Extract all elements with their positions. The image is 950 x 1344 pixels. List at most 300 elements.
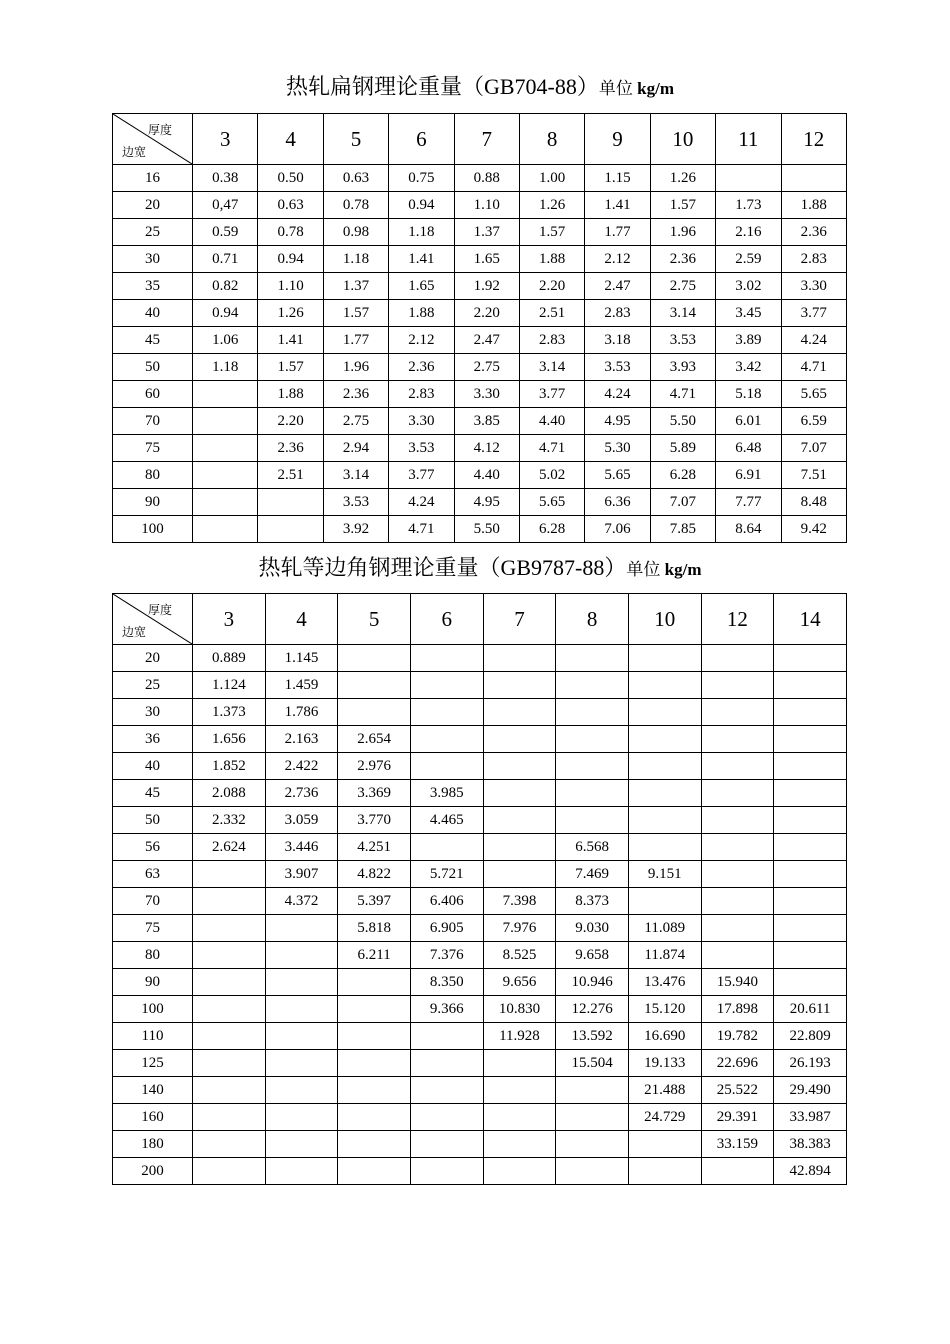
weight-cell <box>483 699 556 726</box>
weight-cell <box>193 942 266 969</box>
table-row <box>113 192 847 219</box>
weight-cell: 5.397 <box>338 888 411 915</box>
weight-cell <box>556 780 629 807</box>
weight-cell: 2.75 <box>650 273 715 300</box>
weight-cell: 25.522 <box>701 1077 774 1104</box>
weight-cell: 3.14 <box>323 462 388 489</box>
weight-cell <box>483 1050 556 1077</box>
weight-cell: 0.94 <box>258 246 323 273</box>
weight-cell <box>483 1131 556 1158</box>
weight-cell: 4.71 <box>781 354 846 381</box>
weight-cell <box>701 699 774 726</box>
weight-cell: 2.624 <box>193 834 266 861</box>
thickness-header: 10 <box>628 594 701 645</box>
table-row <box>113 1077 847 1104</box>
weight-cell: 7.469 <box>556 861 629 888</box>
weight-cell: 0.71 <box>193 246 258 273</box>
weight-cell: 0.82 <box>193 273 258 300</box>
weight-cell: 9.658 <box>556 942 629 969</box>
weight-cell: 5.30 <box>585 435 650 462</box>
weight-cell: 4.95 <box>585 408 650 435</box>
width-cell: 110 <box>113 1023 193 1050</box>
thickness-header: 4 <box>265 594 338 645</box>
thickness-header: 12 <box>781 114 846 165</box>
weight-cell: 0.889 <box>193 645 266 672</box>
width-cell: 35 <box>113 273 193 300</box>
weight-cell: 1.06 <box>193 327 258 354</box>
weight-cell: 3.14 <box>650 300 715 327</box>
weight-cell: 2.736 <box>265 780 338 807</box>
table-row <box>113 861 847 888</box>
weight-cell: 0,47 <box>193 192 258 219</box>
weight-cell: 1.88 <box>389 300 454 327</box>
weight-cell: 7.398 <box>483 888 556 915</box>
weight-cell <box>483 645 556 672</box>
weight-cell <box>483 807 556 834</box>
weight-cell: 4.822 <box>338 861 411 888</box>
weight-cell: 9.366 <box>410 996 483 1023</box>
weight-cell: 1.88 <box>258 381 323 408</box>
weight-cell: 33.987 <box>774 1104 847 1131</box>
weight-cell: 3.89 <box>716 327 781 354</box>
weight-cell: 6.48 <box>716 435 781 462</box>
weight-cell: 7.07 <box>781 435 846 462</box>
weight-cell <box>774 969 847 996</box>
thickness-header: 10 <box>650 114 715 165</box>
weight-cell <box>716 165 781 192</box>
weight-cell <box>774 699 847 726</box>
weight-cell: 1.124 <box>193 672 266 699</box>
weight-cell: 4.40 <box>454 462 519 489</box>
weight-cell: 4.24 <box>389 489 454 516</box>
table-row <box>113 1050 847 1077</box>
weight-cell: 3.985 <box>410 780 483 807</box>
weight-cell: 2.59 <box>716 246 781 273</box>
weight-cell: 2.83 <box>585 300 650 327</box>
width-cell: 40 <box>113 300 193 327</box>
corner-header <box>113 594 193 645</box>
weight-cell <box>258 516 323 543</box>
weight-cell <box>556 1158 629 1185</box>
table-row <box>113 516 847 543</box>
weight-cell <box>338 1131 411 1158</box>
weight-cell: 4.40 <box>519 408 584 435</box>
weight-cell: 2.332 <box>193 807 266 834</box>
weight-cell: 3.369 <box>338 780 411 807</box>
weight-cell: 2.51 <box>519 300 584 327</box>
table-row <box>113 354 847 381</box>
weight-cell <box>701 753 774 780</box>
weight-cell <box>193 861 266 888</box>
weight-cell: 1.77 <box>323 327 388 354</box>
weight-cell: 4.465 <box>410 807 483 834</box>
weight-cell: 5.818 <box>338 915 411 942</box>
weight-cell <box>774 753 847 780</box>
width-cell: 63 <box>113 861 193 888</box>
weight-cell: 1.373 <box>193 699 266 726</box>
table-row <box>113 996 847 1023</box>
weight-cell: 2.654 <box>338 726 411 753</box>
weight-cell: 2.36 <box>258 435 323 462</box>
weight-cell: 20.611 <box>774 996 847 1023</box>
table-row <box>113 915 847 942</box>
weight-cell: 5.02 <box>519 462 584 489</box>
weight-cell: 7.976 <box>483 915 556 942</box>
weight-cell <box>701 834 774 861</box>
weight-cell: 7.85 <box>650 516 715 543</box>
weight-cell: 4.71 <box>389 516 454 543</box>
table-row <box>113 807 847 834</box>
weight-cell <box>338 1023 411 1050</box>
weight-cell: 4.24 <box>585 381 650 408</box>
weight-cell: 2.94 <box>323 435 388 462</box>
weight-cell <box>628 699 701 726</box>
width-cell: 125 <box>113 1050 193 1077</box>
weight-cell: 22.696 <box>701 1050 774 1077</box>
weight-cell: 7.77 <box>716 489 781 516</box>
weight-cell <box>556 807 629 834</box>
weight-cell <box>338 1050 411 1077</box>
angle-steel-title <box>0 551 950 582</box>
width-cell: 200 <box>113 1158 193 1185</box>
weight-cell <box>483 753 556 780</box>
weight-cell <box>556 645 629 672</box>
weight-cell <box>556 699 629 726</box>
weight-cell: 15.940 <box>701 969 774 996</box>
thickness-header: 5 <box>323 114 388 165</box>
weight-cell: 7.376 <box>410 942 483 969</box>
weight-cell <box>193 1131 266 1158</box>
width-cell: 40 <box>113 753 193 780</box>
weight-cell <box>338 672 411 699</box>
table-row <box>113 753 847 780</box>
weight-cell <box>628 1131 701 1158</box>
width-cell: 56 <box>113 834 193 861</box>
weight-cell: 2.20 <box>519 273 584 300</box>
weight-cell: 0.63 <box>323 165 388 192</box>
weight-cell: 3.14 <box>519 354 584 381</box>
weight-cell: 12.276 <box>556 996 629 1023</box>
weight-cell: 1.73 <box>716 192 781 219</box>
weight-cell: 1.15 <box>585 165 650 192</box>
weight-cell: 1.18 <box>193 354 258 381</box>
table-row <box>113 246 847 273</box>
weight-cell <box>483 780 556 807</box>
weight-cell: 6.01 <box>716 408 781 435</box>
width-cell: 50 <box>113 807 193 834</box>
width-cell: 16 <box>113 165 193 192</box>
weight-cell <box>701 672 774 699</box>
weight-cell: 11.089 <box>628 915 701 942</box>
weight-cell: 19.782 <box>701 1023 774 1050</box>
weight-cell <box>774 726 847 753</box>
thickness-header: 7 <box>483 594 556 645</box>
weight-cell: 6.36 <box>585 489 650 516</box>
weight-cell <box>774 780 847 807</box>
weight-cell: 1.786 <box>265 699 338 726</box>
width-cell: 180 <box>113 1131 193 1158</box>
weight-cell: 0.78 <box>323 192 388 219</box>
weight-cell <box>410 1023 483 1050</box>
weight-cell <box>338 1158 411 1185</box>
weight-cell: 2.36 <box>781 219 846 246</box>
weight-cell: 0.63 <box>258 192 323 219</box>
weight-cell: 5.721 <box>410 861 483 888</box>
weight-cell <box>265 1077 338 1104</box>
weight-cell: 0.94 <box>389 192 454 219</box>
weight-cell: 6.211 <box>338 942 411 969</box>
weight-cell <box>774 915 847 942</box>
weight-cell: 2.163 <box>265 726 338 753</box>
weight-cell <box>193 435 258 462</box>
weight-cell: 8.350 <box>410 969 483 996</box>
weight-cell <box>193 996 266 1023</box>
weight-cell: 1.18 <box>389 219 454 246</box>
weight-cell: 1.852 <box>193 753 266 780</box>
table-row <box>113 672 847 699</box>
weight-cell: 2.36 <box>323 381 388 408</box>
flat-steel-title-text: 热轧扁钢理论重量（GB704-88） <box>286 74 599 99</box>
thickness-header: 12 <box>701 594 774 645</box>
weight-cell <box>193 408 258 435</box>
weight-cell: 11.928 <box>483 1023 556 1050</box>
weight-cell <box>628 1158 701 1185</box>
weight-cell: 16.690 <box>628 1023 701 1050</box>
weight-cell: 15.120 <box>628 996 701 1023</box>
weight-cell: 6.568 <box>556 834 629 861</box>
weight-cell: 2.12 <box>389 327 454 354</box>
table-row <box>113 888 847 915</box>
weight-cell <box>193 1077 266 1104</box>
weight-cell: 6.59 <box>781 408 846 435</box>
weight-cell: 29.391 <box>701 1104 774 1131</box>
weight-cell <box>701 888 774 915</box>
weight-cell <box>556 753 629 780</box>
weight-cell <box>193 381 258 408</box>
weight-cell: 2.47 <box>585 273 650 300</box>
table-row <box>113 327 847 354</box>
weight-cell: 22.809 <box>774 1023 847 1050</box>
weight-cell <box>701 807 774 834</box>
weight-cell: 3.42 <box>716 354 781 381</box>
thickness-header: 8 <box>519 114 584 165</box>
weight-cell <box>628 672 701 699</box>
table-row <box>113 165 847 192</box>
weight-cell <box>483 1104 556 1131</box>
weight-cell: 2.51 <box>258 462 323 489</box>
weight-cell <box>774 861 847 888</box>
weight-cell: 0.75 <box>389 165 454 192</box>
weight-cell: 8.373 <box>556 888 629 915</box>
weight-cell: 6.91 <box>716 462 781 489</box>
weight-cell <box>338 996 411 1023</box>
weight-cell: 9.151 <box>628 861 701 888</box>
weight-cell: 3.30 <box>389 408 454 435</box>
weight-cell: 3.92 <box>323 516 388 543</box>
weight-cell: 6.28 <box>519 516 584 543</box>
width-label: 边宽 <box>122 625 147 639</box>
weight-cell <box>265 1158 338 1185</box>
weight-cell <box>265 942 338 969</box>
table-row <box>113 1158 847 1185</box>
weight-cell <box>483 726 556 753</box>
weight-cell <box>265 1131 338 1158</box>
table-row <box>113 381 847 408</box>
weight-cell: 0.98 <box>323 219 388 246</box>
weight-cell <box>258 489 323 516</box>
weight-cell: 42.894 <box>774 1158 847 1185</box>
weight-cell <box>410 1104 483 1131</box>
width-cell: 75 <box>113 435 193 462</box>
weight-cell: 0.38 <box>193 165 258 192</box>
weight-cell: 7.51 <box>781 462 846 489</box>
weight-cell <box>701 645 774 672</box>
table-row <box>113 1131 847 1158</box>
weight-cell: 1.459 <box>265 672 338 699</box>
weight-cell <box>701 726 774 753</box>
weight-cell: 4.372 <box>265 888 338 915</box>
weight-cell: 10.830 <box>483 996 556 1023</box>
weight-cell: 15.504 <box>556 1050 629 1077</box>
weight-cell <box>338 1104 411 1131</box>
thickness-header: 6 <box>410 594 483 645</box>
weight-cell: 1.41 <box>585 192 650 219</box>
weight-cell <box>556 1131 629 1158</box>
weight-cell: 8.48 <box>781 489 846 516</box>
weight-cell: 1.37 <box>454 219 519 246</box>
weight-cell: 33.159 <box>701 1131 774 1158</box>
thickness-header: 7 <box>454 114 519 165</box>
weight-cell: 3.059 <box>265 807 338 834</box>
weight-cell <box>265 1104 338 1131</box>
weight-cell <box>774 672 847 699</box>
weight-cell <box>265 969 338 996</box>
weight-cell: 2.47 <box>454 327 519 354</box>
thickness-header: 6 <box>389 114 454 165</box>
weight-cell <box>193 1050 266 1077</box>
weight-cell <box>193 1104 266 1131</box>
weight-cell: 0.94 <box>193 300 258 327</box>
weight-cell: 1.00 <box>519 165 584 192</box>
weight-cell <box>556 726 629 753</box>
weight-cell: 3.53 <box>389 435 454 462</box>
weight-cell: 1.88 <box>781 192 846 219</box>
weight-cell: 5.50 <box>454 516 519 543</box>
width-cell: 90 <box>113 969 193 996</box>
weight-cell: 3.30 <box>454 381 519 408</box>
weight-cell <box>193 516 258 543</box>
width-cell: 160 <box>113 1104 193 1131</box>
weight-cell: 6.905 <box>410 915 483 942</box>
weight-cell: 3.53 <box>585 354 650 381</box>
width-cell: 25 <box>113 219 193 246</box>
weight-cell: 2.36 <box>650 246 715 273</box>
weight-cell: 3.770 <box>338 807 411 834</box>
weight-cell <box>774 888 847 915</box>
weight-cell: 7.06 <box>585 516 650 543</box>
weight-cell: 3.85 <box>454 408 519 435</box>
weight-cell: 1.18 <box>323 246 388 273</box>
weight-cell <box>193 489 258 516</box>
weight-cell: 9.656 <box>483 969 556 996</box>
table-row <box>113 780 847 807</box>
thickness-label: 厚度 <box>147 123 172 137</box>
angle-steel-table <box>112 593 847 1185</box>
table-row <box>113 408 847 435</box>
weight-cell <box>556 1077 629 1104</box>
weight-cell: 3.446 <box>265 834 338 861</box>
weight-cell: 1.41 <box>258 327 323 354</box>
weight-cell <box>265 1023 338 1050</box>
weight-cell: 13.476 <box>628 969 701 996</box>
weight-cell <box>701 1158 774 1185</box>
weight-cell <box>628 780 701 807</box>
weight-cell: 3.45 <box>716 300 781 327</box>
weight-cell: 7.07 <box>650 489 715 516</box>
weight-cell: 1.92 <box>454 273 519 300</box>
weight-cell: 8.64 <box>716 516 781 543</box>
weight-cell <box>701 915 774 942</box>
weight-cell: 5.89 <box>650 435 715 462</box>
weight-cell: 1.77 <box>585 219 650 246</box>
thickness-header: 14 <box>774 594 847 645</box>
table-row <box>113 726 847 753</box>
weight-cell: 2.422 <box>265 753 338 780</box>
weight-cell: 5.65 <box>519 489 584 516</box>
table-row <box>113 834 847 861</box>
weight-cell <box>628 645 701 672</box>
weight-cell: 11.874 <box>628 942 701 969</box>
weight-cell: 9.42 <box>781 516 846 543</box>
thickness-header: 9 <box>585 114 650 165</box>
weight-cell: 3.77 <box>389 462 454 489</box>
weight-cell: 21.488 <box>628 1077 701 1104</box>
weight-cell <box>701 861 774 888</box>
width-cell: 20 <box>113 192 193 219</box>
weight-cell <box>410 645 483 672</box>
weight-cell <box>193 1158 266 1185</box>
weight-cell: 24.729 <box>628 1104 701 1131</box>
weight-cell <box>338 699 411 726</box>
weight-cell: 6.406 <box>410 888 483 915</box>
weight-cell <box>628 753 701 780</box>
weight-cell <box>193 969 266 996</box>
weight-cell: 1.57 <box>650 192 715 219</box>
flat-steel-title <box>0 70 950 101</box>
weight-cell: 4.95 <box>454 489 519 516</box>
weight-cell <box>628 888 701 915</box>
weight-cell <box>628 834 701 861</box>
weight-cell: 1.88 <box>519 246 584 273</box>
weight-cell: 2.36 <box>389 354 454 381</box>
weight-cell: 1.10 <box>258 273 323 300</box>
weight-cell: 1.656 <box>193 726 266 753</box>
weight-cell <box>483 1158 556 1185</box>
thickness-header: 3 <box>193 594 266 645</box>
weight-cell: 8.525 <box>483 942 556 969</box>
table-row <box>113 699 847 726</box>
weight-cell: 1.57 <box>323 300 388 327</box>
weight-cell: 17.898 <box>701 996 774 1023</box>
table-row <box>113 462 847 489</box>
angle-steel-unit-label: 单位 <box>626 560 665 579</box>
weight-cell <box>265 915 338 942</box>
weight-cell: 1.65 <box>454 246 519 273</box>
thickness-label: 厚度 <box>147 603 172 617</box>
weight-cell <box>628 726 701 753</box>
weight-cell: 5.18 <box>716 381 781 408</box>
weight-cell <box>483 861 556 888</box>
